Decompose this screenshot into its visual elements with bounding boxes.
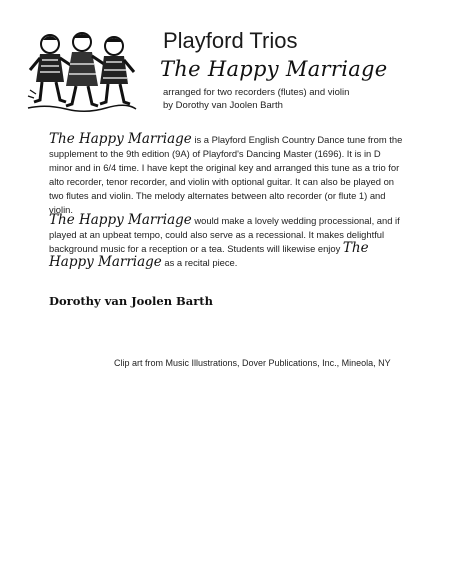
piece-title: The Happy Marriage [160, 57, 388, 81]
arrangement-credit [163, 86, 349, 112]
paragraph-text: is a Playford English Country Dance tune from the supplement to the 9th edition (9A) of Playford's Dancing Master (1696). It is in D minor and in 6/4 time. I have kept the original key and arranged this tune as a trio for alto recorder, tenor recorder, and violin with optional guitar. It can also be played on two flutes and violin. The melody alternates between alto recorder (or flute 1) and violin. [49, 134, 403, 215]
inline-title: The Happy Marriage [49, 212, 192, 228]
paragraph-1 [49, 133, 404, 217]
paragraph-text: would make a lovely wedding processional, and if played at an upbeat tempo, could also serve as a recessional. It makes delightful background music for a reception or a tea. Students will likewise enjoy [49, 215, 400, 254]
inline-title: The Happy Marriage [49, 131, 192, 147]
dancing-trio-illustration-icon [26, 30, 138, 114]
signature: Dorothy van Joolen Barth [49, 294, 213, 308]
clip-art-credit: Clip art from Music Illustrations, Dover Publications, Inc., Mineola, NY [114, 358, 391, 368]
paragraph-text: as a recital piece. [161, 257, 238, 268]
inline-title: The Happy Marriage [49, 240, 369, 270]
paragraph-2 [49, 214, 404, 270]
arranged-line-2: by Dorothy van Joolen Barth [163, 100, 283, 111]
arranged-line-1: arranged for two recorders (flutes) and violin [163, 87, 350, 98]
series-title: Playford Trios [163, 28, 298, 53]
